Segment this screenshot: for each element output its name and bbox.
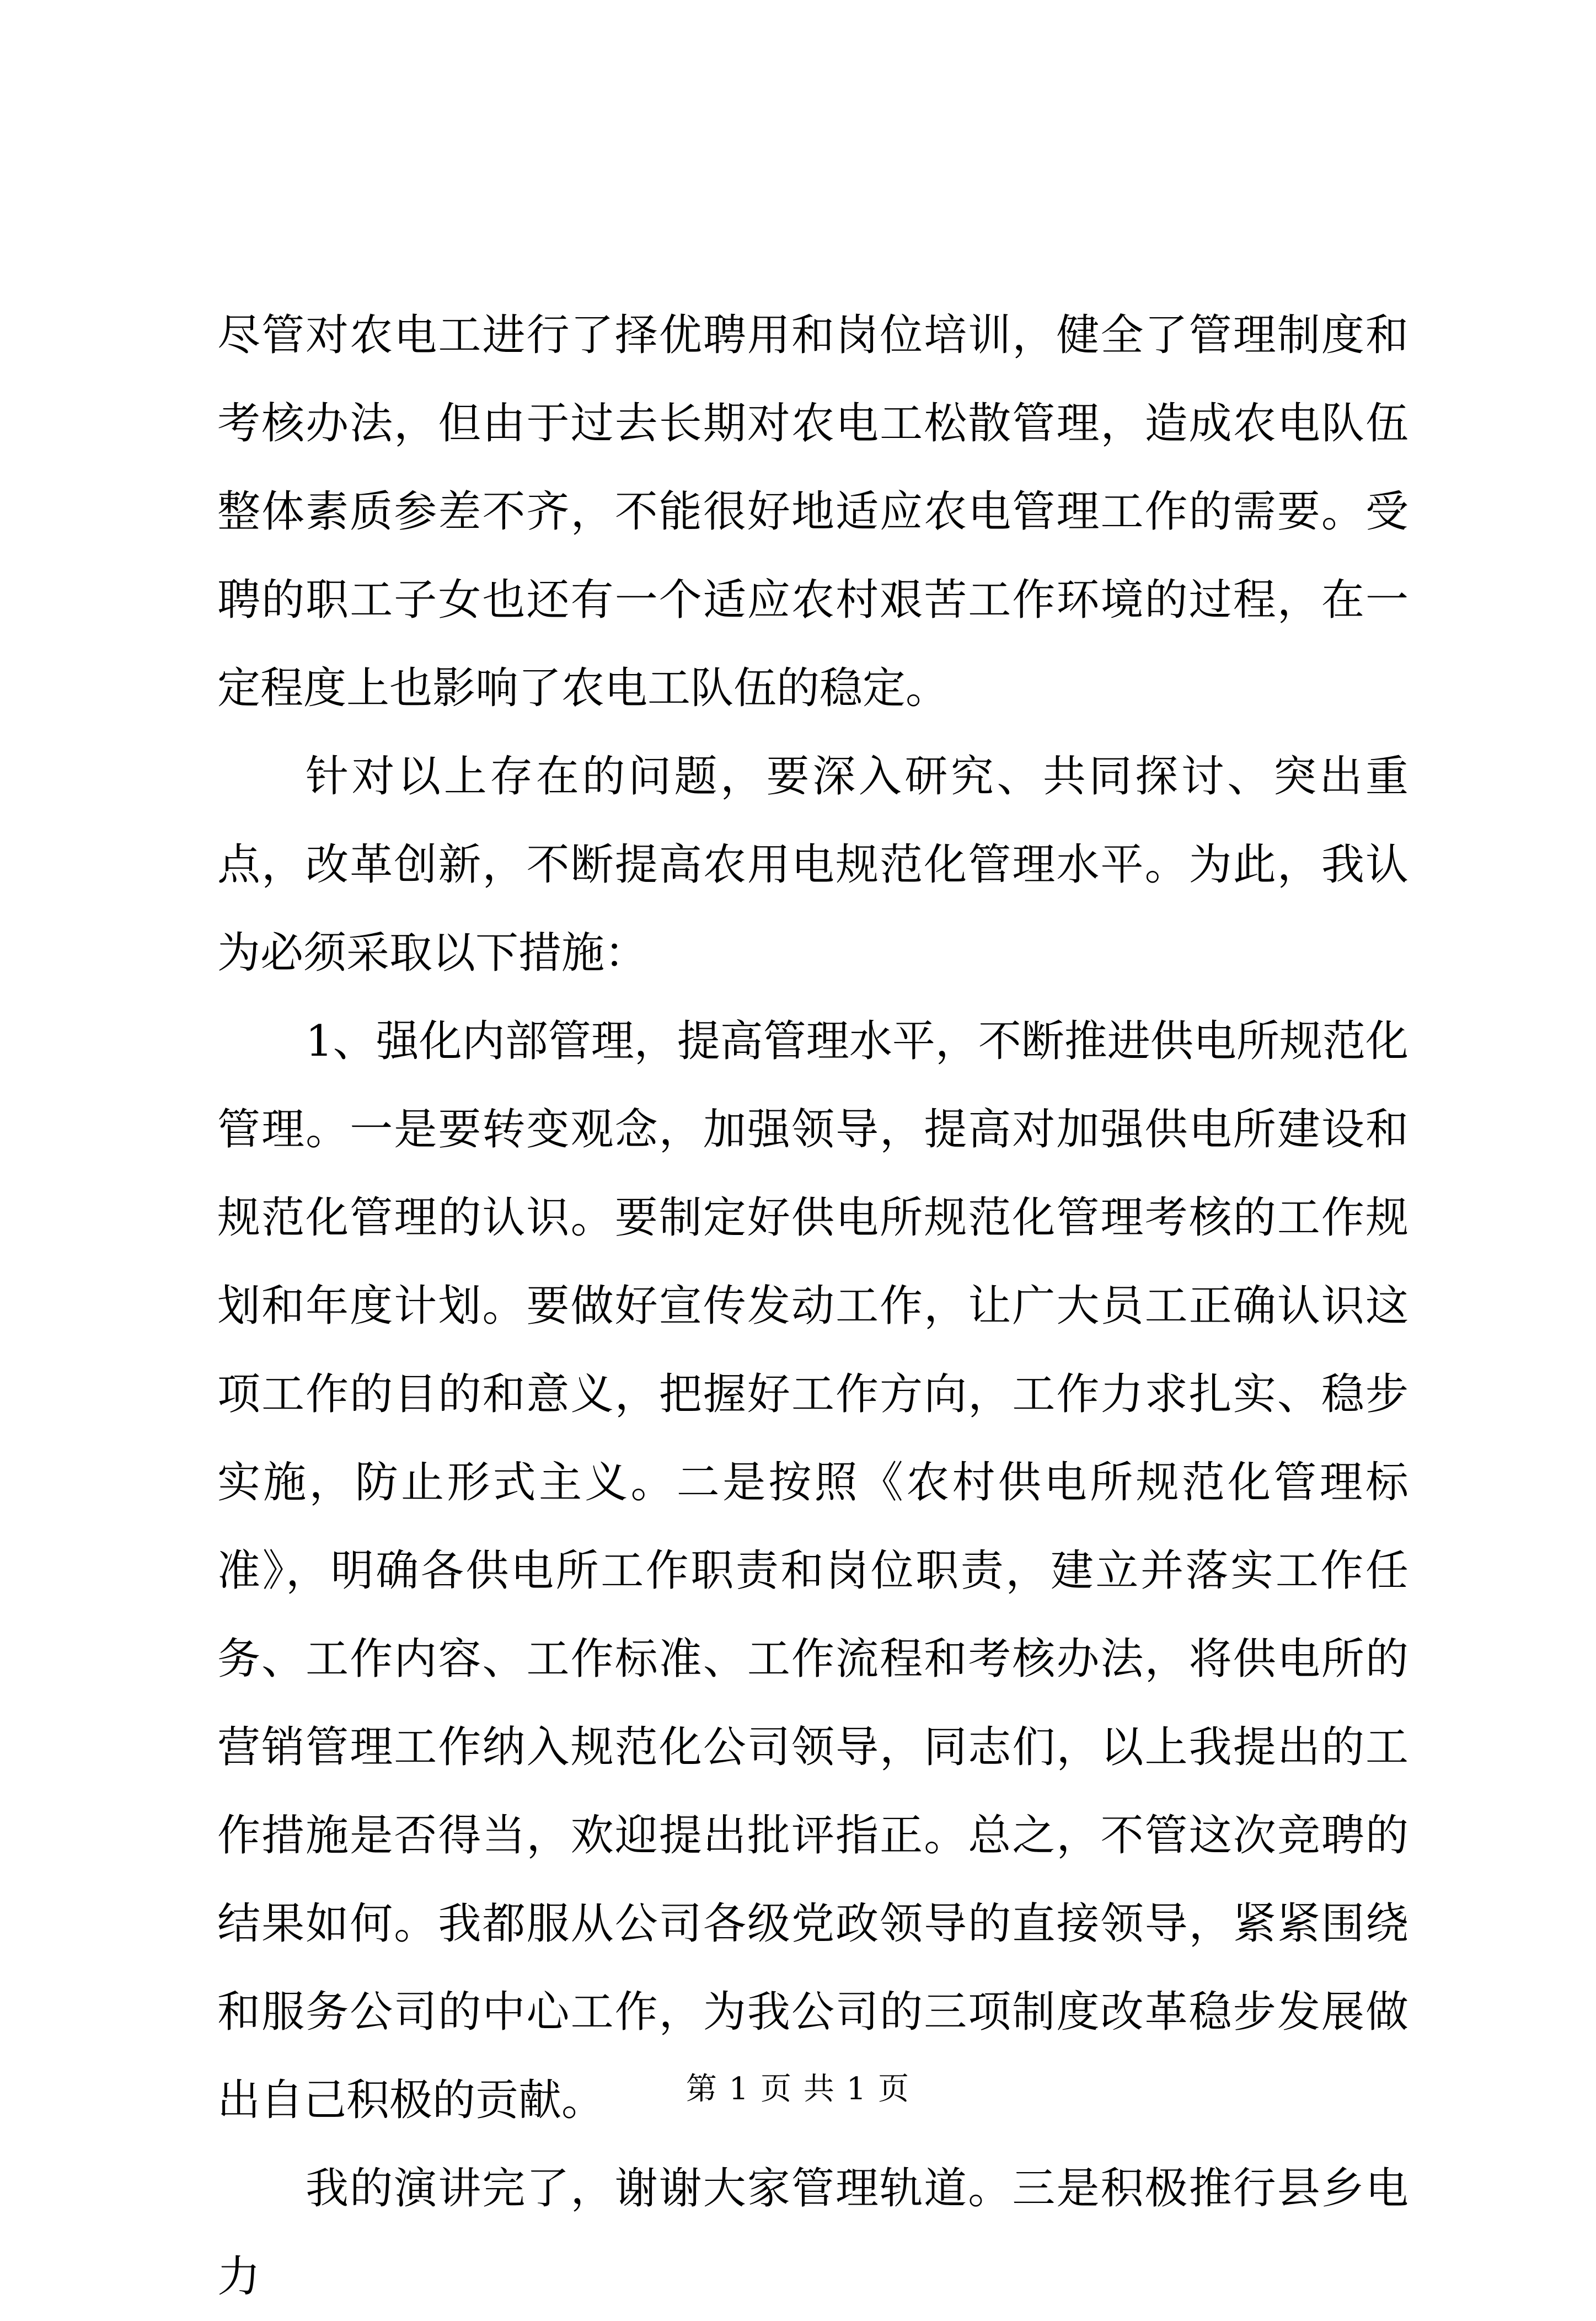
paragraph-1: 尽管对农电工进行了择优聘用和岗位培训，健全了管理制度和考核办法，但由于过去长期对农电工松散管理，造成农电队伍整体素质参差不齐，不能很好地适应农电管理工作的需要。受聘的职工子女也还有一个适应农村艰苦工作环境的过程，在一定程度上也影响了农电工队伍的稳定。 — [217, 311, 1408, 713]
page-footer: 第 1 页 共 1 页 — [685, 2071, 911, 2107]
paragraph-3: 1、强化内部管理，提高管理水平，不断推进供电所规范化管理。一是要转变观念，加强领导，提高对加强供电所建设和规范化管理的认识。要制定好供电所规范化管理考核的工作规划和年度计划。要做好宣传发动工作，让广大员工正确认识这项工作的目的和意义，把握好工作方向，工作力求扎实、稳步实施，防止形式主义。二是按照《农村供电所规范化管理标准》，明确各供电所工作职责和岗位职责，建立并落实工作任务、工作内容、工作标准、工作流程和考核办法，将供电所的营销管理工作纳入规范化公司领导，同志们，以上我提出的工作措施是否得当，欢迎提出批评指正。总之，不管这次竞聘的结果如何。我都服从公司各级党政领导的直接领导，紧紧围绕和服务公司的中心工作，为我公司的三项制度改革稳步发展做出自己积极的贡献。 — [217, 1017, 1408, 2125]
paragraph-4: 我的演讲完了，谢谢大家管理轨道。三是积极推行县乡电力 — [217, 2164, 1408, 2302]
document-body — [217, 291, 1408, 2321]
paragraph-2: 针对以上存在的问题，要深入研究、共同探讨、突出重点，改革创新，不断提高农用电规范化管理水平。为此，我认为必须采取以下措施： — [217, 752, 1408, 978]
